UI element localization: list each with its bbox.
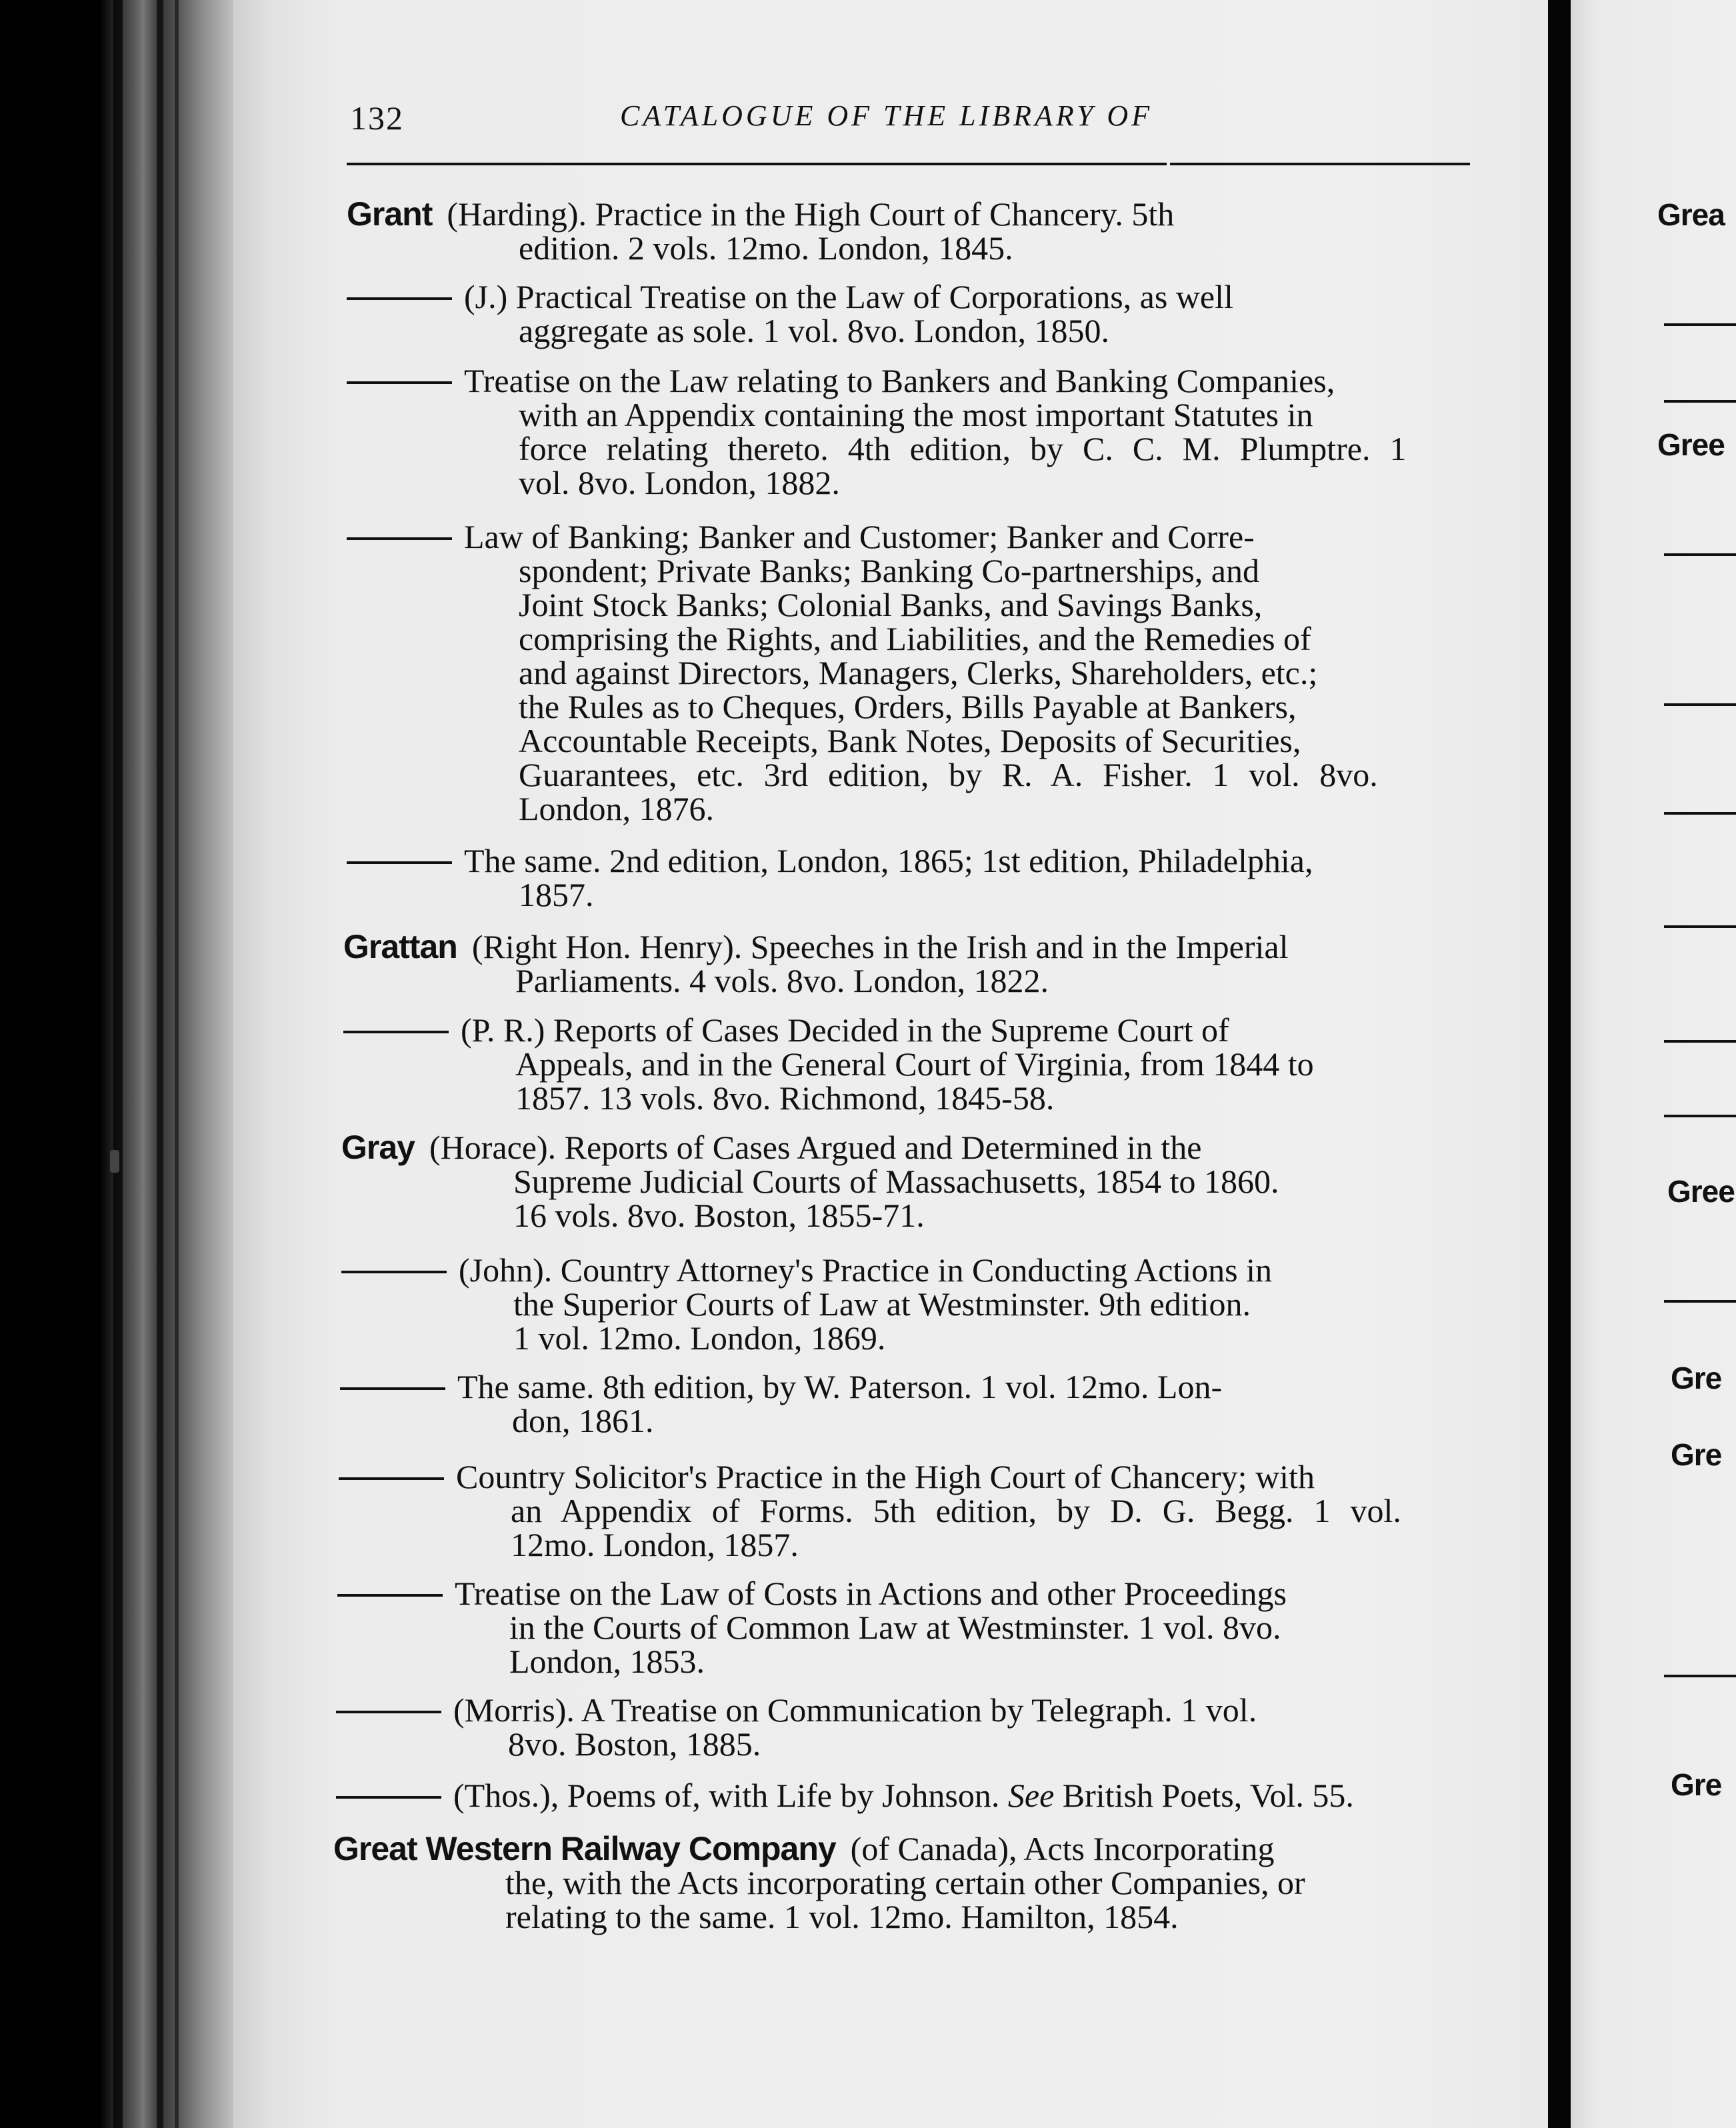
entry-line: (J.) Practical Treatise on the Law of Corporations, as well xyxy=(464,278,1233,315)
facing-fragment: Gree xyxy=(1667,1174,1735,1209)
entry-line: 1857. 13 vols. 8vo. Richmond, 1845-58. xyxy=(515,1079,1055,1117)
entry-line: 8vo. Boston, 1885. xyxy=(508,1725,761,1763)
entry-line: (Horace). Reports of Cases Argued and Determined in the xyxy=(429,1129,1202,1166)
see-reference: See xyxy=(1007,1777,1055,1814)
entry-line: (Morris). A Treatise on Communication by Telegraph. 1 vol. xyxy=(453,1691,1257,1729)
entry-line: British Poets, Vol. 55. xyxy=(1062,1777,1354,1814)
entry-line: the Rules as to Cheques, Orders, Bills Payable at Bankers, xyxy=(519,688,1297,725)
entry-line: (Harding). Practice in the High Court of Chancery. 5th xyxy=(447,195,1175,233)
entry-line: Supreme Judicial Courts of Massachusetts, 1854 to 1860. xyxy=(513,1163,1279,1200)
ditto-dash xyxy=(337,1594,443,1597)
entry-line: (John). Country Attorney's Practice in Conducting Actions in xyxy=(459,1251,1272,1289)
facing-fragment: Gre xyxy=(1671,1437,1722,1472)
entry-line: Guarantees, etc. 3rd edition, by R. A. Fisher. 1 vol. 8vo. xyxy=(519,756,1378,793)
entry-line: vol. 8vo. London, 1882. xyxy=(519,464,840,501)
ditto-dash xyxy=(347,297,452,300)
entry-line: don, 1861. xyxy=(512,1402,654,1439)
page-number: 132 xyxy=(350,99,404,137)
entry-line: edition. 2 vols. 12mo. London, 1845. xyxy=(519,229,1013,267)
ditto-dash xyxy=(347,381,452,384)
entry-line: the, with the Acts incorporating certain other Companies, or xyxy=(505,1864,1305,1901)
catalogue-entry xyxy=(339,1460,1401,1562)
entry-line: Law of Banking; Banker and Customer; Banker and Corre- xyxy=(464,518,1255,555)
entry-line: The same. 8th edition, by W. Paterson. 1 vol. 12mo. Lon- xyxy=(457,1368,1223,1405)
ditto-dash xyxy=(341,1271,447,1273)
entry-line: the Superior Courts of Law at Westminster. 9th edition. xyxy=(513,1285,1251,1323)
entry-heading: Grattan xyxy=(343,928,457,965)
catalogue-entry xyxy=(336,1779,1354,1813)
ditto-dash xyxy=(347,861,452,864)
facing-fragment: Gre xyxy=(1671,1767,1722,1802)
ditto-dash xyxy=(336,1711,441,1713)
facing-fragment: Gre xyxy=(1671,1361,1722,1395)
entry-line: Parliaments. 4 vols. 8vo. London, 1822. xyxy=(515,962,1049,999)
entry-line: Appeals, and in the General Court of Virginia, from 1844 to xyxy=(515,1045,1314,1083)
entry-line: (Right Hon. Henry). Speeches in the Irish and in the Imperial xyxy=(471,928,1289,965)
entry-line: Treatise on the Law of Costs in Actions and other Proceedings xyxy=(455,1575,1287,1612)
catalogue-entry xyxy=(333,1832,1305,1934)
ditto-dash xyxy=(347,537,452,540)
entry-line: 1857. xyxy=(519,876,594,913)
running-title: CATALOGUE OF THE LIBRARY OF xyxy=(620,99,1153,132)
ditto-dash xyxy=(336,1796,441,1799)
entry-line: Treatise on the Law relating to Bankers and Banking Companies, xyxy=(464,362,1335,399)
entry-line: (P. R.) Reports of Cases Decided in the Supreme Court of xyxy=(461,1011,1229,1049)
catalogue-entry xyxy=(347,844,1313,912)
catalogue-entry xyxy=(347,520,1378,826)
entry-line: Joint Stock Banks; Colonial Banks, and Savings Banks, xyxy=(519,586,1263,623)
entry-line: London, 1876. xyxy=(519,790,715,827)
entry-line: The same. 2nd edition, London, 1865; 1st edition, Philadelphia, xyxy=(464,842,1313,879)
entry-line: 16 vols. 8vo. Boston, 1855-71. xyxy=(513,1197,925,1234)
ditto-dash xyxy=(343,1031,449,1033)
entry-line: spondent; Private Banks; Banking Co-partnerships, and xyxy=(519,552,1259,589)
entry-heading: Grant xyxy=(347,195,433,233)
entry-line: comprising the Rights, and Liabilities, and the Remedies of xyxy=(519,620,1311,657)
entry-line: (of Canada), Acts Incorporating xyxy=(850,1830,1275,1867)
entry-line: an Appendix of Forms. 5th edition, by D. G. Begg. 1 vol. xyxy=(511,1492,1401,1529)
catalogue-entry xyxy=(337,1577,1287,1679)
catalogue-entry xyxy=(341,1253,1272,1355)
entry-line: London, 1853. xyxy=(509,1643,705,1680)
catalogue-entry xyxy=(343,930,1289,998)
entry-line: (Thos.), Poems of, with Life by Johnson. xyxy=(453,1777,1000,1814)
catalogue-entry xyxy=(347,197,1174,265)
entry-heading: Great Western Railway Company xyxy=(333,1830,836,1867)
catalogue-entry xyxy=(340,1370,1222,1438)
entry-line: 12mo. London, 1857. xyxy=(511,1526,799,1563)
entry-line: 1 vol. 12mo. London, 1869. xyxy=(513,1319,886,1357)
ditto-dash xyxy=(340,1387,445,1390)
entry-line: and against Directors, Managers, Clerks, Shareholders, etc.; xyxy=(519,654,1318,691)
entry-line: aggregate as sole. 1 vol. 8vo. London, 1850. xyxy=(519,312,1109,349)
entry-heading: Gray xyxy=(341,1129,415,1166)
entry-line: Country Solicitor's Practice in the High Court of Chancery; with xyxy=(456,1458,1315,1495)
catalogue-entry xyxy=(343,1013,1314,1115)
facing-fragment: Gree xyxy=(1657,427,1725,462)
catalogue-entry xyxy=(341,1131,1279,1233)
entry-line: force relating thereto. 4th edition, by C. C. M. Plumptre. 1 xyxy=(519,430,1407,467)
entry-line: Accountable Receipts, Bank Notes, Deposits of Securities, xyxy=(519,722,1301,759)
facing-fragment: Grea xyxy=(1657,197,1725,232)
entry-line: in the Courts of Common Law at Westminster. 1 vol. 8vo. xyxy=(509,1609,1281,1646)
catalogue-entry xyxy=(347,280,1233,348)
entry-line: relating to the same. 1 vol. 12mo. Hamilton, 1854. xyxy=(505,1898,1179,1935)
catalogue-entry xyxy=(347,364,1406,500)
entry-line: with an Appendix containing the most important Statutes in xyxy=(519,396,1313,433)
catalogue-entry xyxy=(336,1693,1257,1761)
ditto-dash xyxy=(339,1477,444,1480)
